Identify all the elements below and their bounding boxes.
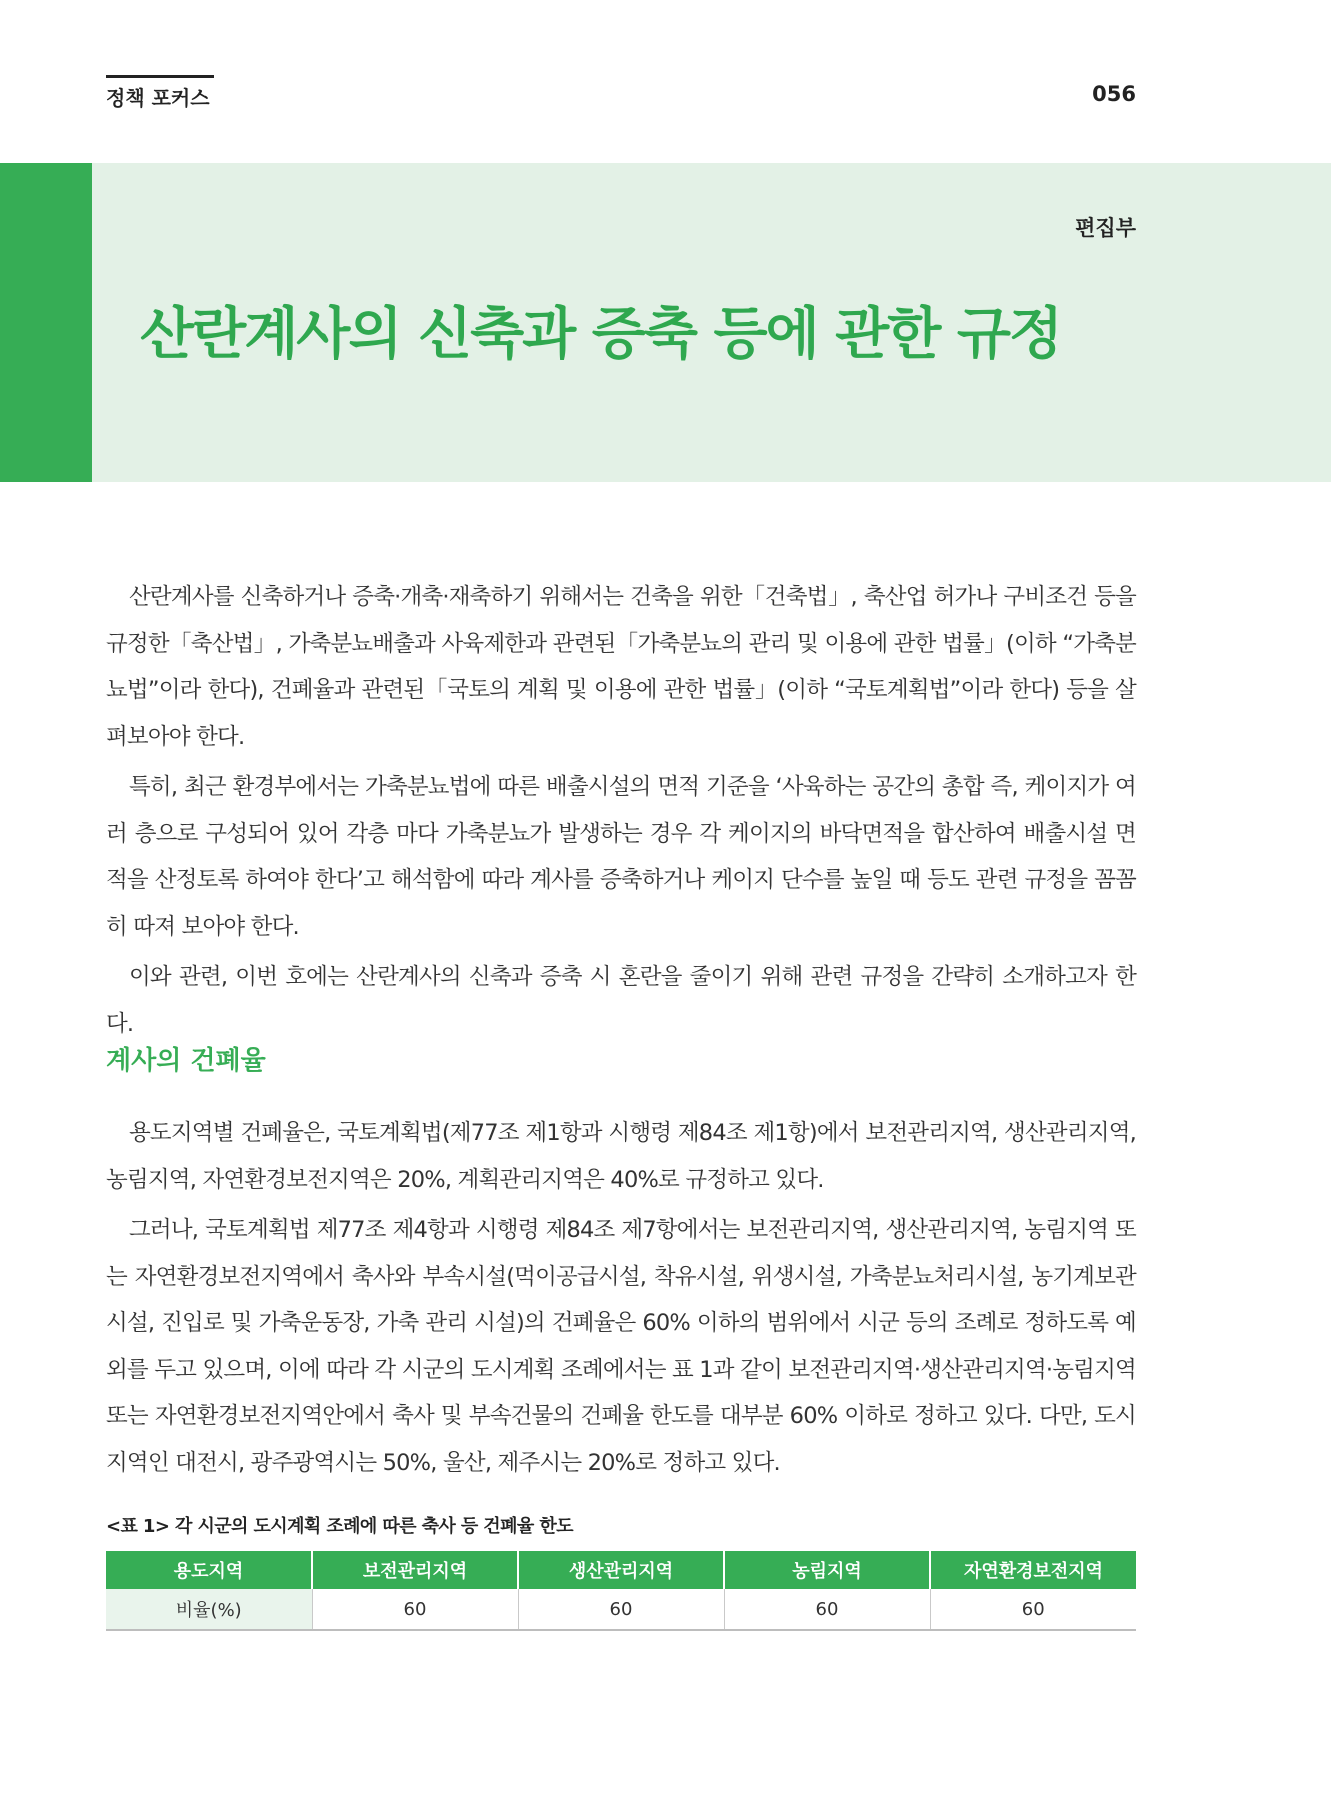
section-paragraph-1: 용도지역별 건폐율은, 국토계획법(제77조 제1항과 시행령 제84조 제1항)에서 보전관리지역, 생산관리지역, 농림지역, 자연환경보전지역은 20%, 계획관리지역은 40%로 규정하고 있다. [106,1120,1136,1193]
table-cell: 60 [724,1589,930,1630]
intro-paragraph-3: 이와 관련, 이번 호에는 산란계사의 신축과 증축 시 혼란을 줄이기 위해 관련 규정을 간략히 소개하고자 한다. [106,964,1136,1037]
section-body [106,1110,1136,1490]
table-header-cell: 농림지역 [724,1551,930,1589]
table-header-row [106,1551,1136,1589]
header-section-label: 정책 포커스 [106,86,210,110]
section-heading: 계사의 건폐율 [106,1046,266,1076]
table-caption: <표 1> 각 시군의 도시계획 조례에 따른 축사 등 건폐율 한도 [106,1516,573,1537]
intro-body [106,574,1136,1051]
author-label: 편집부 [1075,216,1136,240]
table-row-label: 비율(%) [106,1589,312,1630]
section-paragraph-2: 그러나, 국토계획법 제77조 제4항과 시행령 제84조 제7항에서는 보전관리지역, 생산관리지역, 농림지역 또는 자연환경보전지역에서 축사와 부속시설(먹이공급시설, 착유시설, 위생시설, 가축분뇨처리시설, 농기계보관시설, 진입로 및 가축운동장, 가축 관리 시설)의 건폐율은 60% 이하의 범위에서 시군 등의 조례로 정하도록 예외를 두고 있으며, 이에 따라 각 시군의 도시계획 조례에서는 표 1과 같이 보전관리지역·생산관리지역·농림지역 또는 자연환경보전지역안에서 축사 및 부속건물의 건폐율 한도를 대부분 60% 이하로 정하고 있다. 다만, 도시지역인 대전시, 광주광역시는 50%, 울산, 제주시는 20%로 정하고 있다. [106,1217,1136,1476]
coverage-ratio-table [106,1551,1136,1631]
table-cell: 60 [930,1589,1136,1630]
table-cell: 60 [518,1589,724,1630]
table-header-cell: 생산관리지역 [518,1551,724,1589]
table-row [106,1589,1136,1630]
header-rule [106,75,214,78]
table-header-cell: 보전관리지역 [312,1551,518,1589]
table-header-cell: 용도지역 [106,1551,312,1589]
intro-paragraph-1: 산란계사를 신축하거나 증축·개축·재축하기 위해서는 건축을 위한「건축법」, 축산업 허가나 구비조건 등을 규정한「축산법」, 가축분뇨배출과 사육제한과 관련된「가축분뇨의 관리 및 이용에 관한 법률」(이하 “가축분뇨법”이라 한다), 건폐율과 관련된「국토의 계획 및 이용에 관한 법률」(이하 “국토계획법”이라 한다) 등을 살펴보아야 한다. [106,584,1136,750]
intro-paragraph-2: 특히, 최근 환경부에서는 가축분뇨법에 따른 배출시설의 면적 기준을 ‘사육하는 공간의 총합 즉, 케이지가 여러 층으로 구성되어 있어 각층 마다 가축분뇨가 발생하는 경우 각 케이지의 바닥면적을 합산하여 배출시설 면적을 산정토록 하여야 한다’고 해석함에 따라 계사를 증축하거나 케이지 단수를 높일 때 등도 관련 규정을 꼼꼼히 따져 보아야 한다. [106,774,1136,940]
table-header-cell: 자연환경보전지역 [930,1551,1136,1589]
article-title: 산란계사의 신축과 증축 등에 관한 규정 [140,302,1062,367]
title-accent-bar [0,163,92,482]
page-number: 056 [1092,82,1136,106]
table-cell: 60 [312,1589,518,1630]
